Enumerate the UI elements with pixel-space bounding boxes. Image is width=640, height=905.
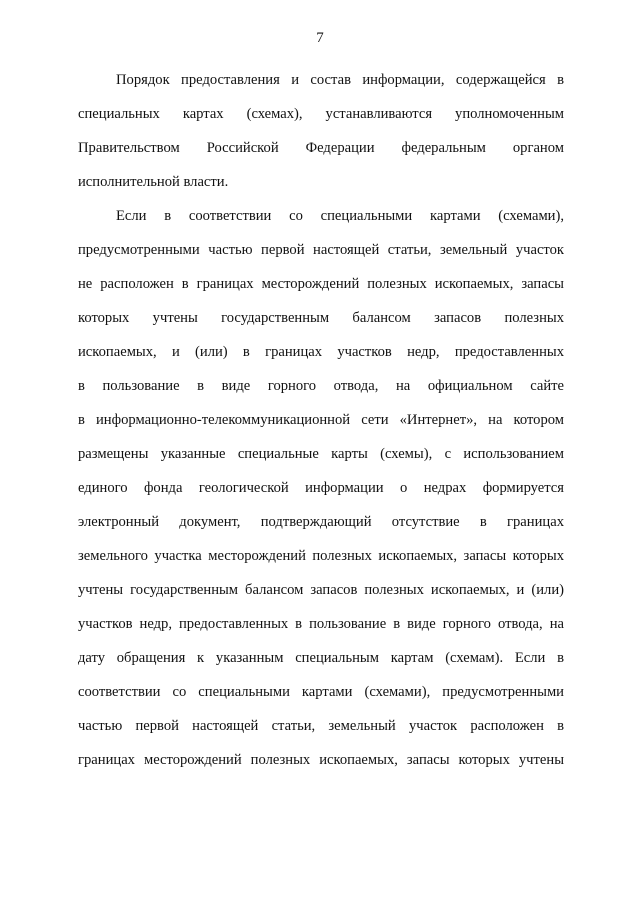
text-line: в информационно-телекоммуникационной сети «Интернет», на котором [78,412,564,428]
body-text [78,63,564,777]
page-number: 7 [316,30,324,46]
text-line: Порядок предоставления и состав информации, содержащейся в [116,72,564,88]
text-line: единого фонда геологической информации о недрах формируется [78,480,564,496]
text-line: Правительством Российской Федерации федеральным органом [78,140,564,156]
text-line: дату обращения к указанным специальным картам (схемам). Если в [78,650,564,666]
text-line: земельного участка месторождений полезных ископаемых, запасы которых [78,548,564,564]
text-line: ископаемых, и (или) в границах участков недр, предоставленных [78,344,564,360]
text-line: которых учтены государственным балансом запасов полезных [78,310,564,326]
text-line: участков недр, предоставленных в пользование в виде горного отвода, на [78,616,564,632]
text-line: не расположен в границах месторождений полезных ископаемых, запасы [78,276,564,292]
text-line: исполнительной власти. [78,174,229,190]
text-line: предусмотренными частью первой настоящей статьи, земельный участок [78,242,564,258]
text-line: границах месторождений полезных ископаемых, запасы которых учтены [78,752,564,768]
text-line: в пользование в виде горного отвода, на официальном сайте [78,378,564,394]
text-line: частью первой настоящей статьи, земельный участок расположен в [78,718,564,734]
paragraph-1 [78,63,564,199]
text-line: учтены государственным балансом запасов полезных ископаемых, и (или) [78,582,564,598]
text-line: специальных картах (схемах), устанавливаются уполномоченным [78,106,564,122]
paragraph-2 [78,199,564,777]
text-line: размещены указанные специальные карты (схемы), с использованием [78,446,564,462]
text-line: соответствии со специальными картами (схемами), предусмотренными [78,684,564,700]
text-line: Если в соответствии со специальными картами (схемами), [116,208,564,224]
text-line: электронный документ, подтверждающий отсутствие в границах [78,514,564,530]
